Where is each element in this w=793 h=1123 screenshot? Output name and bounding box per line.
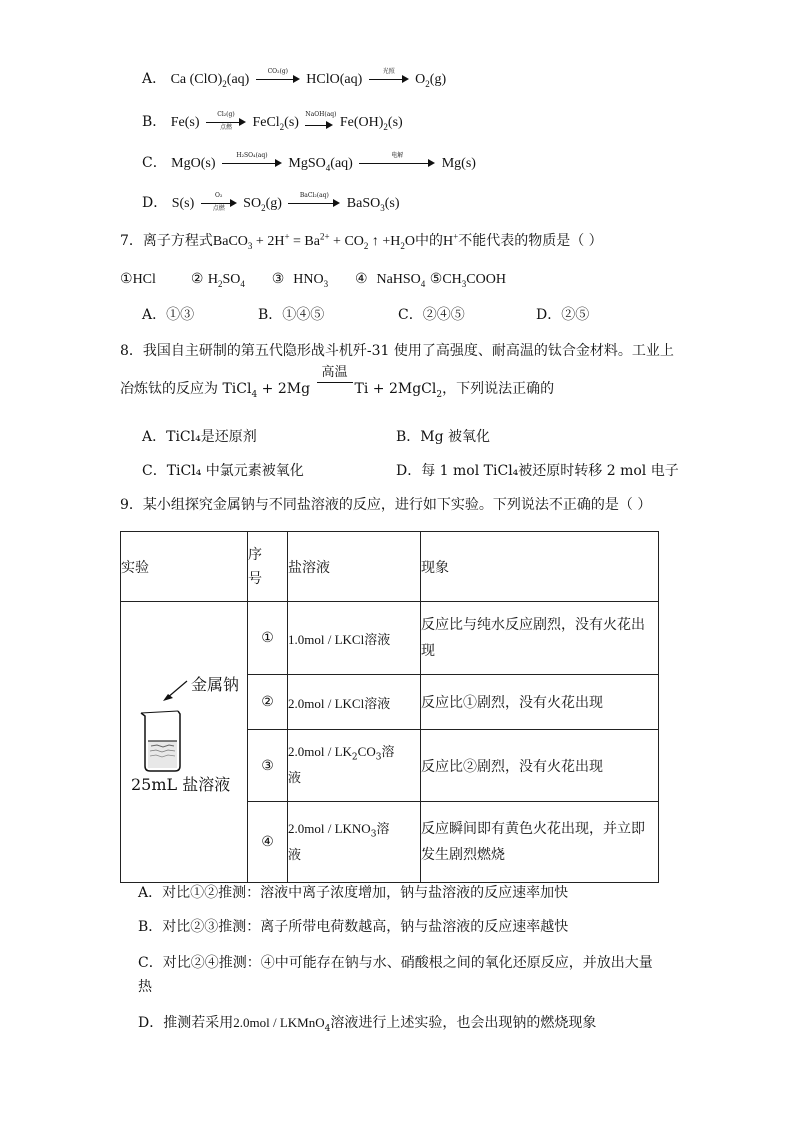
subscript: 2 <box>261 202 266 213</box>
arrow-condition-above: CO₂(g) <box>267 68 289 75</box>
beaker-cell <box>121 602 248 883</box>
option-text: D．推测若采用 <box>138 1015 234 1031</box>
subscript: 4 <box>324 1023 331 1034</box>
table-header-row <box>121 532 659 602</box>
q6-option-d <box>142 194 400 213</box>
reaction-condition <box>317 365 353 398</box>
equation-text: O <box>404 234 416 249</box>
subscript: 4 <box>325 162 331 173</box>
row-number: ④ <box>248 802 288 883</box>
header-sequence <box>248 532 288 602</box>
phenomenon-line2: 发生剧烈燃烧 <box>421 847 505 864</box>
arrow-condition-above: BaCl₂(aq) <box>299 192 329 199</box>
arrow-condition-above: 电解 <box>391 152 404 159</box>
state-text: (aq) <box>226 72 250 87</box>
state-text: (g) <box>265 196 282 211</box>
formula-text: Fe(OH) <box>339 115 384 130</box>
q8-option-c: C．TiCl₄ 中氯元素被氧化 <box>142 463 304 479</box>
q9-option-c-line1: C．对比②④推测：④中可能存在钠与水、硝酸根之间的氧化还原反应，并放出大量 <box>138 955 653 971</box>
header-seq-line2: 号 <box>248 570 262 587</box>
q9-option-b: B．对比②③推测：离子所带电荷数越高，钠与盐溶液的反应速率越快 <box>138 919 569 935</box>
equation-text: + CO <box>329 234 364 249</box>
reaction-arrow <box>206 113 246 131</box>
subscript: 3 <box>247 240 253 251</box>
formula-text: FeCl <box>252 115 280 130</box>
subscript: 2 <box>363 240 369 251</box>
subscript: 4 <box>251 389 258 400</box>
header-experiment: 实验 <box>121 532 248 602</box>
formula-text: HClO(aq) <box>306 72 363 87</box>
q8-option-a: A．TiCl₄是还原剂 <box>142 429 257 445</box>
q9-stem: 9．某小组探究金属钠与不同盐溶液的反应，进行如下实验。下列说法不正确的是（ ） <box>120 497 652 513</box>
table-row <box>121 602 659 675</box>
q7-items <box>120 270 506 289</box>
equation-text: H <box>443 234 454 249</box>
arrow-condition-above: Cl₂(g) <box>217 111 235 118</box>
q9-option-c-line2: 热 <box>138 979 152 995</box>
arrow-condition-below: 点燃 <box>212 205 225 212</box>
q8-stem-line2 <box>120 365 555 400</box>
state-text: (s) <box>284 115 299 130</box>
row-number: ① <box>248 602 288 675</box>
q7-option-c: C．②④⑤ <box>398 307 465 323</box>
option-letter: A． <box>142 71 167 87</box>
reaction-arrow <box>256 70 300 88</box>
q8-stem-line1: 8．我国自主研制的第五代隐形战斗机歼-31 使用了高强度、耐高温的钛合金材料。工业上 <box>120 343 674 359</box>
phenomenon-cell <box>421 802 659 883</box>
reaction-arrow <box>201 194 237 212</box>
formula-text: BaSO <box>346 196 381 211</box>
subscript: 3 <box>370 829 377 840</box>
subscript: 2 <box>425 78 430 89</box>
q7-item-5: $⑤CH_3COOH$ <box>429 271 506 289</box>
formula-text: Mg(s) <box>441 156 476 171</box>
arrow-condition-above: NaOH(aq) <box>305 111 337 118</box>
row-number: ② <box>248 675 288 730</box>
solution-text-line2: 液 <box>288 847 302 863</box>
subscript: 2 <box>351 752 358 763</box>
equation-text: = Ba <box>289 234 320 249</box>
q7-item-4: ④ NaHSO$_4$ <box>354 271 426 289</box>
subscript: 3 <box>380 202 385 213</box>
q7-item-2: ② $H_2SO_4$ <box>190 271 245 289</box>
arrow-condition-above: H₂SO₄(aq) <box>236 152 268 159</box>
arrow-condition-above: 光照 <box>382 68 395 75</box>
sodium-label: 金属钠 <box>191 675 240 694</box>
q6-option-c <box>142 154 476 173</box>
arrow-condition-above: O₂ <box>215 192 223 199</box>
solution-text: CO <box>357 744 376 760</box>
q8-option-b: B．Mg 被氧化 <box>396 429 491 445</box>
solution-text: 2.0mol / LK <box>288 744 352 760</box>
state-text: (s) <box>384 196 400 211</box>
beaker-icon <box>121 602 247 882</box>
reaction-arrow <box>305 111 337 131</box>
equation-text: BaCO <box>212 234 248 249</box>
arrow-condition-below: 点燃 <box>219 124 232 131</box>
row-number: ③ <box>248 729 288 801</box>
formula-text: Fe(s) <box>170 115 200 130</box>
q7-option-b: B．①④⑤ <box>258 307 325 323</box>
phenomenon-line1: 反应瞬间即有黄色火花出现，并立即 <box>421 821 645 838</box>
phenomenon-line2: 现 <box>421 643 435 660</box>
chem-text: 2.0mol / LKMnO <box>233 1015 325 1030</box>
subscript: 3 <box>375 752 382 763</box>
q7-option-d: D．②⑤ <box>536 307 590 323</box>
solution-text: 溶 <box>376 821 390 837</box>
header-phenomenon: 现象 <box>421 532 659 602</box>
solution-text-line2: 液 <box>288 771 302 787</box>
superscript: 2+ <box>319 231 330 242</box>
q6-option-a <box>142 70 446 89</box>
subscript: 2 <box>436 389 443 400</box>
q8-option-d: D．每 1 mol TiCl₄被还原时转移 2 mol 电子 <box>396 463 679 479</box>
stem-text: + 2Mg <box>257 381 311 397</box>
phenomenon-cell <box>421 729 659 801</box>
option-letter: D． <box>142 195 168 211</box>
header-seq-line1: 序 <box>248 546 262 563</box>
superscript: + <box>453 231 459 242</box>
formula-text: MgO(s) <box>171 156 216 171</box>
stem-text: 冶炼钛的反应为 TiCl <box>120 381 252 397</box>
option-letter: B． <box>142 114 167 130</box>
phenomenon-cell <box>421 602 659 675</box>
solution-cell <box>288 602 421 675</box>
subscript: 2 <box>400 240 405 251</box>
solution-text: 溶 <box>381 745 395 761</box>
stem-text: ，下列说法正确的 <box>442 381 555 397</box>
solution-text: 1.0mol / LKCl溶液 <box>288 631 391 647</box>
phenomenon-line1: 反应比①剧烈，没有火花出现 <box>421 695 603 712</box>
formula-text: S(s) <box>171 196 195 211</box>
stem-text: 7．离子方程式 <box>120 233 213 249</box>
reaction-arrow <box>369 70 409 88</box>
phenomenon-line1: 反应比②剧烈，没有火花出现 <box>421 758 603 775</box>
stem-text: 不能代表的物质是（ ） <box>458 233 603 249</box>
phenomenon-line1: 反应比与纯水反应剧烈，没有火花出 <box>421 617 645 634</box>
phenomenon-cell <box>421 675 659 730</box>
solution-cell <box>288 802 421 883</box>
stem-text: 中的 <box>415 233 444 249</box>
condition-text: 高温 <box>321 365 348 380</box>
q7-item-3: ③ $HNO_3$ <box>271 271 329 289</box>
stem-text: Ti + 2MgCl <box>354 381 437 397</box>
state-text: (g) <box>429 72 447 87</box>
equation-text: ↑ +H <box>368 234 401 249</box>
reaction-arrow <box>359 154 435 172</box>
solution-text: 2.0mol / LKNO <box>288 820 371 836</box>
q7-option-a: A．①③ <box>142 307 195 323</box>
q6-option-b <box>142 113 403 132</box>
solution-text: 2.0mol / LKCl溶液 <box>288 695 391 711</box>
solution-cell <box>288 729 421 801</box>
option-letter: C． <box>142 155 167 171</box>
solution-cell <box>288 675 421 730</box>
q7-stem <box>120 232 603 251</box>
reaction-arrow <box>288 194 340 212</box>
state-text: (aq) <box>330 156 353 171</box>
subscript: 2 <box>279 121 285 132</box>
equation-text: + 2H <box>252 234 285 249</box>
formula-text: MgSO <box>288 156 326 171</box>
superscript: + <box>284 231 290 242</box>
formula-text: Ca (ClO) <box>170 72 223 87</box>
experiment-table <box>120 531 659 883</box>
q9-option-a: A．对比①②推测：溶液中离子浓度增加，钠与盐溶液的反应速率加快 <box>138 885 569 901</box>
option-text: 溶液进行上述实验，也会出现钠的燃烧现象 <box>330 1015 597 1031</box>
formula-text: O <box>415 72 426 87</box>
state-text: (s) <box>387 115 403 130</box>
subscript: 2 <box>383 121 388 132</box>
formula-text: SO <box>243 196 262 211</box>
q9-option-d <box>138 1014 596 1032</box>
header-solution: 盐溶液 <box>288 532 421 602</box>
reaction-arrow <box>222 154 282 172</box>
q7-item-1: ①HCl <box>120 271 156 287</box>
subscript: 2 <box>222 78 227 89</box>
beaker-caption: 25mL 盐溶液 <box>131 775 231 794</box>
